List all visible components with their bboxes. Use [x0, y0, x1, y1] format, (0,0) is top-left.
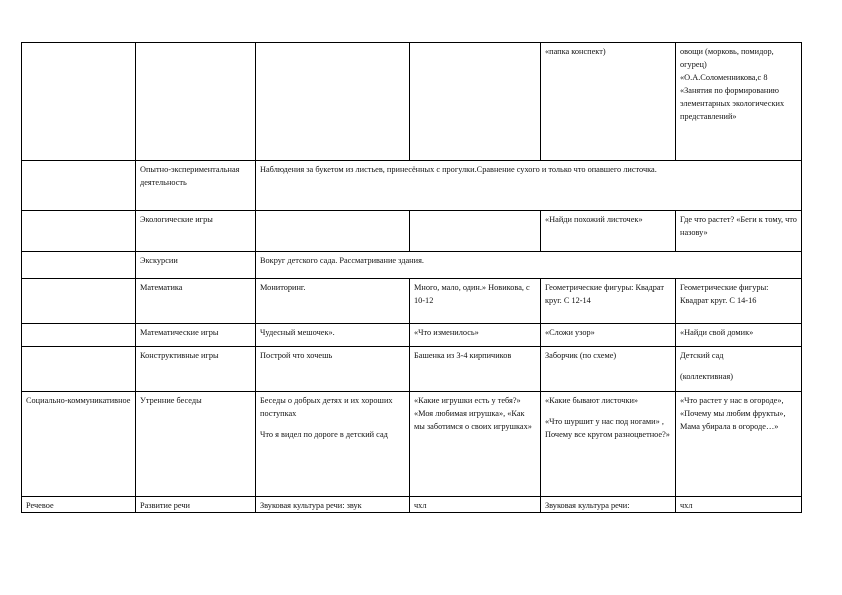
activity-cell: Опытно-экспериментальная деятельность	[136, 161, 256, 211]
cell-text: Детский сад	[680, 351, 724, 360]
merged-cell: Наблюдения за букетом из листьев, принесённых с прогулки.Сравнение сухого и только что опавшего листочка.	[256, 161, 802, 211]
day-cell: Где что растет? «Беги к тому, что назову»	[676, 211, 802, 252]
area-cell	[22, 211, 136, 252]
activity-cell	[136, 43, 256, 161]
day-cell: «папка конспект)	[541, 43, 676, 161]
cell-text: «Что шуршит у нас под ногами» , Почему все кругом разноцветное?»	[545, 417, 670, 439]
day-cell	[256, 392, 410, 497]
lesson-plan-table	[21, 42, 802, 513]
activity-cell: Математика	[136, 279, 256, 324]
area-cell	[22, 279, 136, 324]
activity-cell: Математические игры	[136, 324, 256, 347]
table-row	[22, 279, 802, 324]
activity-cell: Экскурсии	[136, 252, 256, 279]
cell-text: (коллективная)	[680, 372, 733, 381]
day-cell	[676, 43, 802, 161]
day-cell: чхл	[410, 497, 541, 513]
day-cell: Чудесный мешочек».	[256, 324, 410, 347]
day-cell: Заборчик (по схеме)	[541, 347, 676, 392]
table-row	[22, 324, 802, 347]
area-cell: Речевое	[22, 497, 136, 513]
area-cell	[22, 324, 136, 347]
merged-cell: Вокруг детского сада. Рассматривание здания.	[256, 252, 802, 279]
day-cell: «Какие игрушки есть у тебя?» «Моя любимая игрушка», «Как мы заботимся о своих игрушках»	[410, 392, 541, 497]
table-row	[22, 392, 802, 497]
day-cell: Звуковая культура речи:	[541, 497, 676, 513]
day-cell: Построй что хочешь	[256, 347, 410, 392]
activity-cell: Экологические игры	[136, 211, 256, 252]
table-row	[22, 347, 802, 392]
day-cell: «Сложи узор»	[541, 324, 676, 347]
table-row	[22, 252, 802, 279]
activity-cell: Конструктивные игры	[136, 347, 256, 392]
area-cell	[22, 161, 136, 211]
day-cell	[541, 392, 676, 497]
day-cell: чхл	[676, 497, 802, 513]
day-cell	[676, 347, 802, 392]
table-row	[22, 497, 802, 513]
day-cell	[256, 211, 410, 252]
day-cell: «Найди свой домик»	[676, 324, 802, 347]
day-cell: Звуковая культура речи: звук	[256, 497, 410, 513]
activity-cell: Развитие речи	[136, 497, 256, 513]
day-cell: Геометрические фигуры: Квадрат круг. С 14-16	[676, 279, 802, 324]
cell-text: «О.А.Соломенникова,с 8 «Занятия по формированию элементарных экологических представлений»	[680, 73, 785, 121]
cell-text: Беседы о добрых детях и их хороших поступках	[260, 396, 393, 418]
day-cell: Много, мало, один.» Новикова, с 10-12	[410, 279, 541, 324]
day-cell: «Что изменилось»	[410, 324, 541, 347]
area-cell: Социально-коммуникативное	[22, 392, 136, 497]
cell-text: «Какие бывают листочки»	[545, 396, 639, 405]
day-cell	[410, 43, 541, 161]
activity-cell: Утренние беседы	[136, 392, 256, 497]
table-row	[22, 211, 802, 252]
day-cell	[256, 43, 410, 161]
area-cell	[22, 43, 136, 161]
day-cell	[410, 211, 541, 252]
day-cell: Геометрические фигуры: Квадрат круг. С 12-14	[541, 279, 676, 324]
cell-text: Что я видел по дороге в детский сад	[260, 430, 388, 439]
day-cell: «Найди похожий листочек»	[541, 211, 676, 252]
day-cell: Мониторинг.	[256, 279, 410, 324]
day-cell: Башенка из 3-4 кирпичиков	[410, 347, 541, 392]
cell-text: овощи (морковь, помидор, огурец)	[680, 47, 774, 69]
area-cell	[22, 347, 136, 392]
day-cell: «Что растет у нас в огороде», «Почему мы любим фрукты», Мама убирала в огороде…»	[676, 392, 802, 497]
area-cell	[22, 252, 136, 279]
table-row	[22, 161, 802, 211]
table-row	[22, 43, 802, 161]
